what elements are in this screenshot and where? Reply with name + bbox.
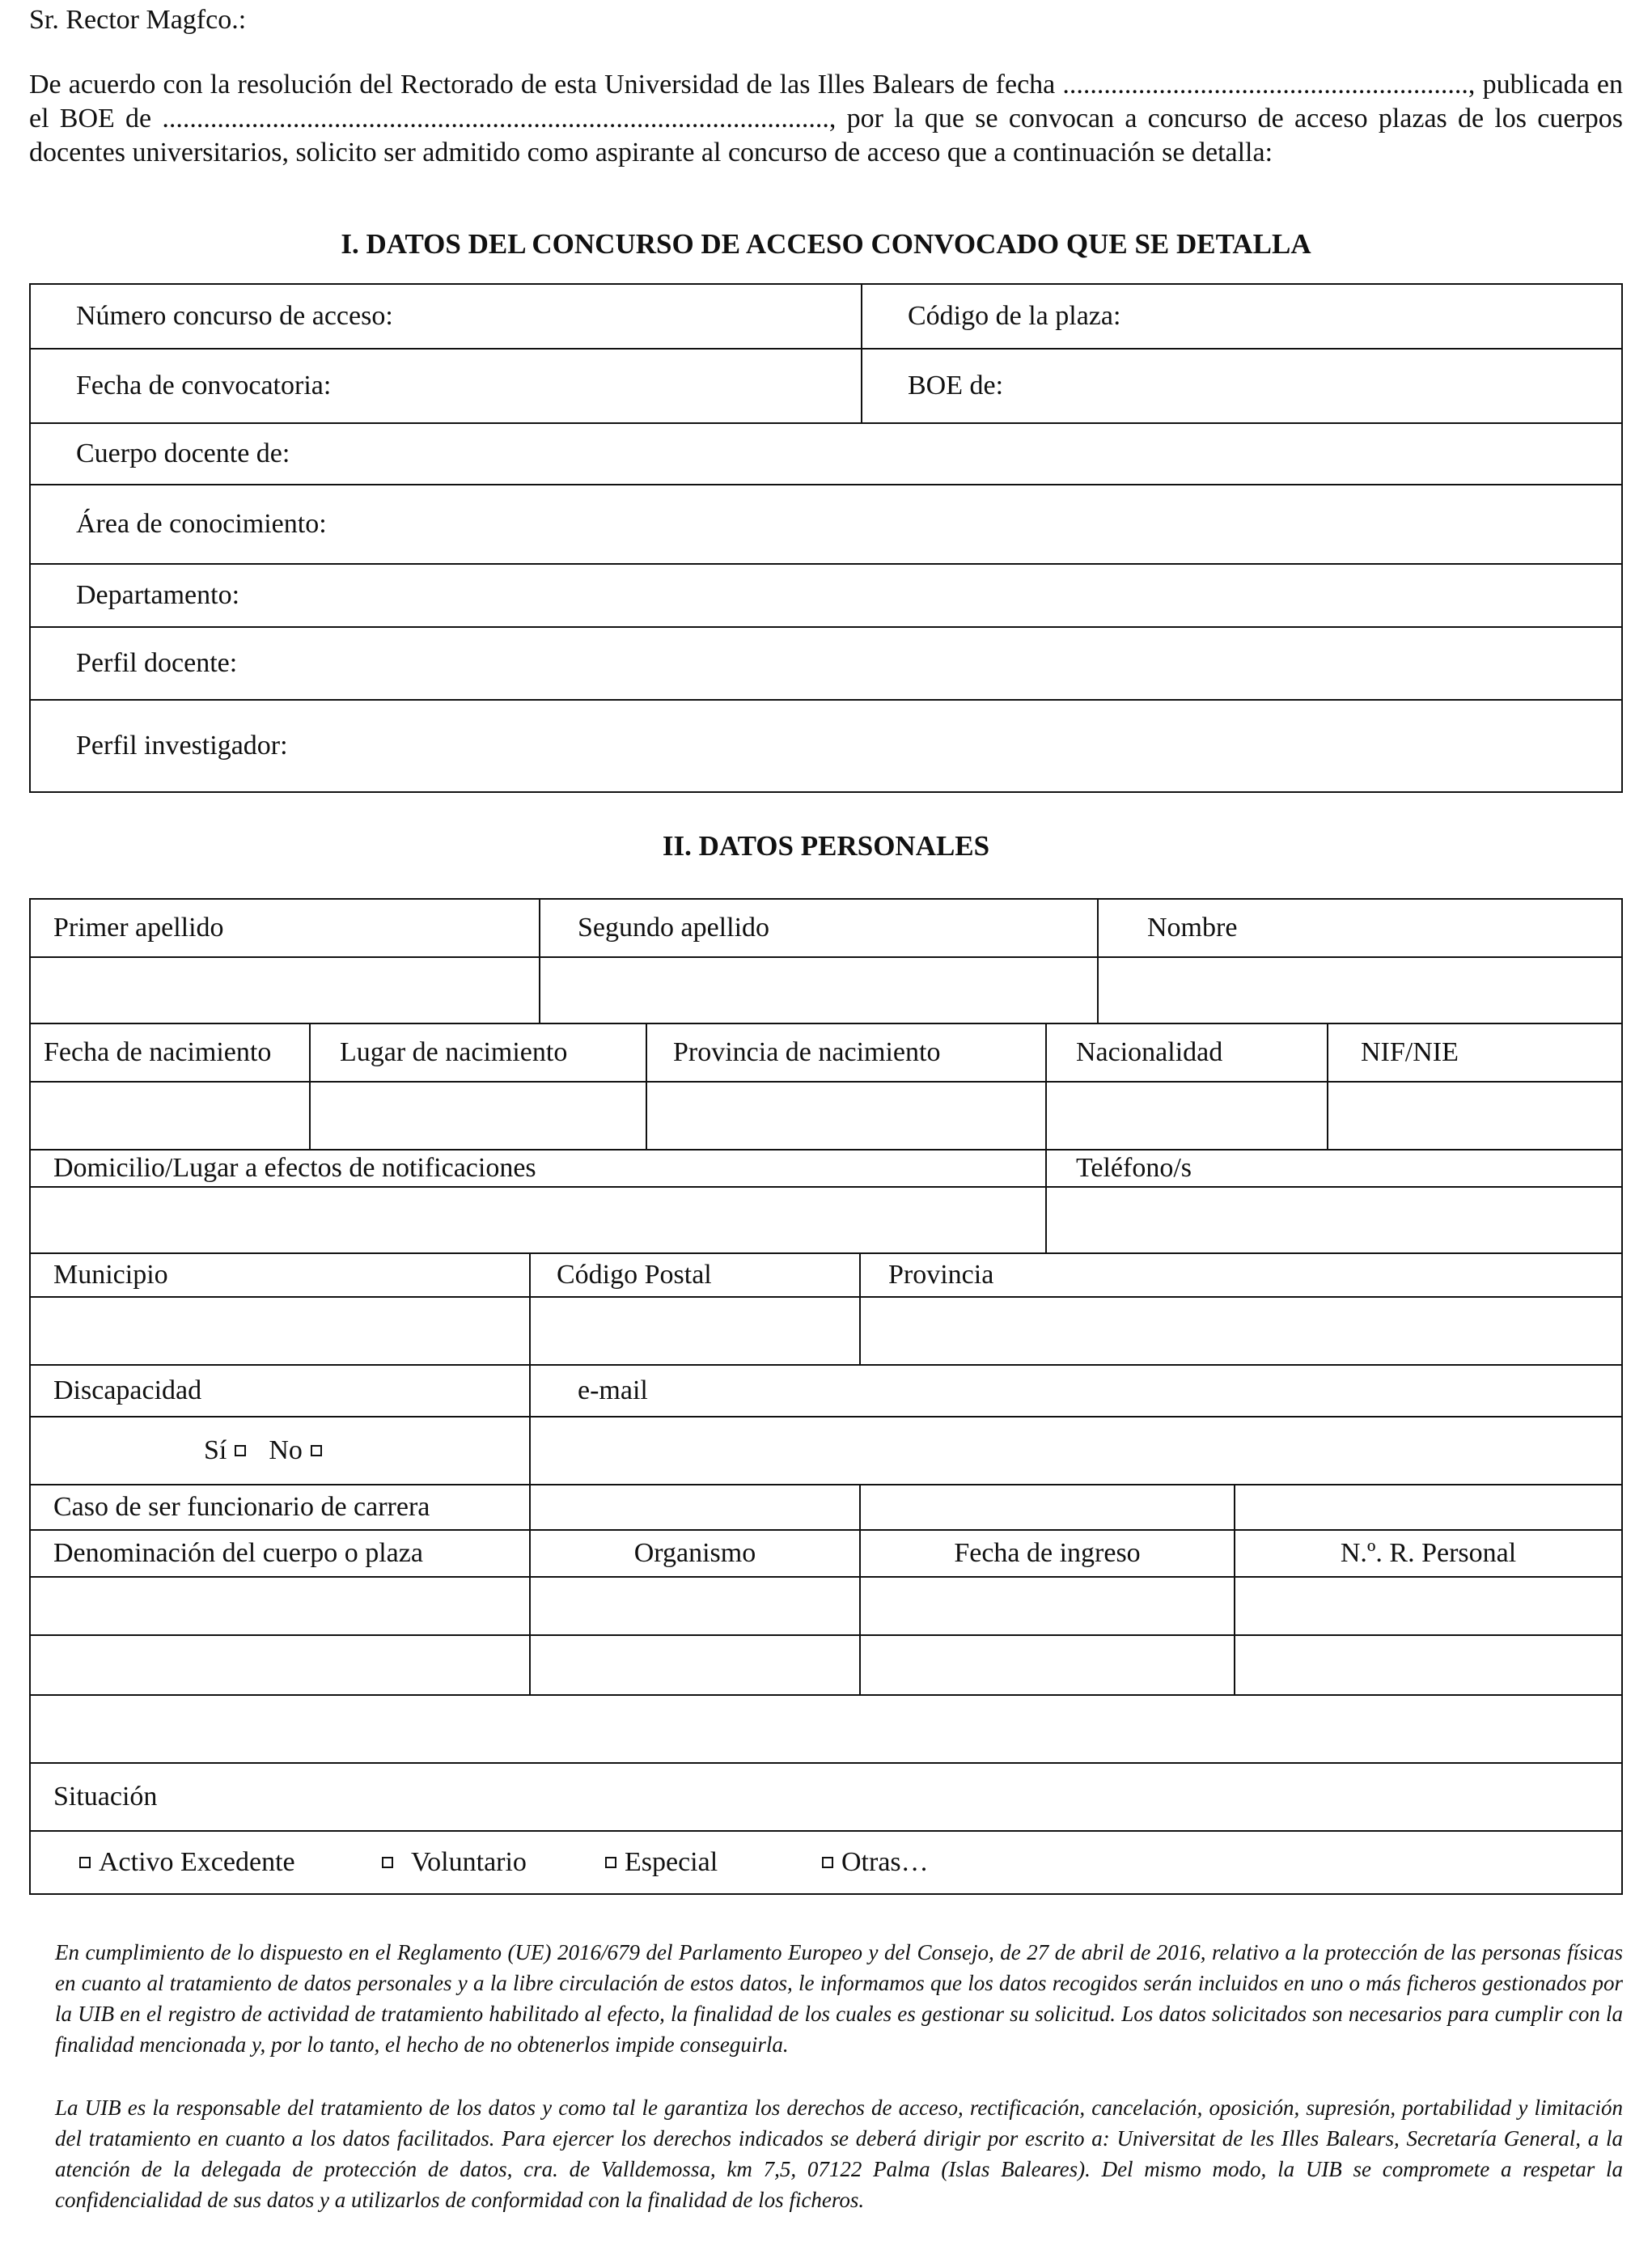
area-conocimiento-field[interactable]: [31, 485, 1621, 563]
municipio-input[interactable]: [31, 1298, 531, 1364]
opt-especial[interactable]: [597, 1832, 718, 1893]
fecha-nacimiento-header: [31, 1024, 311, 1081]
email-header: [531, 1366, 1621, 1416]
cuerpo-docente-label: Cuerpo docente de:: [76, 439, 290, 468]
email-label: e-mail: [578, 1375, 648, 1405]
nombre-input[interactable]: [1099, 958, 1621, 1023]
organismo-input-1[interactable]: [531, 1578, 861, 1634]
fecha-nacimiento-label: Fecha de nacimiento: [44, 1037, 272, 1067]
provincia-input[interactable]: [861, 1298, 1621, 1364]
boe-label: BOE de:: [908, 371, 1004, 400]
nif-input[interactable]: [1328, 1083, 1621, 1149]
nrp-label: N.º. R. Personal: [1340, 1538, 1517, 1568]
numero-concurso-field[interactable]: [31, 285, 862, 348]
nrp-header: [1235, 1531, 1621, 1576]
departamento-field[interactable]: [31, 565, 1621, 626]
segundo-apellido-input[interactable]: [540, 958, 1099, 1023]
municipio-label: Municipio: [53, 1260, 168, 1290]
legal-paragraph-2: La UIB es la responsable del tratamiento de los datos y como tal le garantiza los derechos de acceso, rectificación, cancelación, oposición, supresión, portabilidad y limitación del tratamiento en cuanto a los datos facilitados. Para ejercer los derechos indicados se deberá dirigir por escrito a: Universitat de les Illes Balears, Secretaría General, a la atención de la delegada de protección de datos, cra. de Valldemossa, km 7,5, 07122 Palma (Islas Baleares). Del mismo modo, la UIB se compromete a respetar la confidencialidad de sus datos y a utilizarlos de conformidad con la finalidad de los ficheros.: [55, 2096, 1623, 2212]
section1-title: I. DATOS DEL CONCURSO DE ACCESO CONVOCADO QUE SE DETALLA: [341, 228, 1311, 260]
telefono-label: Teléfono/s: [1076, 1153, 1192, 1183]
provincia-label: Provincia: [888, 1260, 994, 1290]
nrp-input-2[interactable]: [1235, 1636, 1621, 1694]
greeting: Sr. Rector Magfco.:: [29, 5, 247, 35]
perfil-investigador-label: Perfil investigador:: [76, 730, 288, 761]
activo-label: Activo Excedente: [99, 1847, 295, 1877]
fecha-ingreso-label: Fecha de ingreso: [954, 1538, 1141, 1568]
discapacidad-header: [31, 1366, 531, 1416]
nrp-input-1[interactable]: [1235, 1578, 1621, 1634]
funcionario-header: [31, 1485, 531, 1529]
voluntario-checkbox[interactable]: [382, 1857, 393, 1868]
denominacion-header: [31, 1531, 531, 1576]
segundo-apellido-label: Segundo apellido: [578, 913, 770, 943]
discapacidad-label: Discapacidad: [53, 1375, 202, 1405]
extra-blank-row[interactable]: [31, 1696, 1621, 1762]
codigo-postal-label: Código Postal: [557, 1260, 712, 1290]
nif-label: NIF/NIE: [1361, 1037, 1459, 1067]
nif-header: [1328, 1024, 1621, 1081]
voluntario-label: Voluntario: [411, 1847, 527, 1877]
nacionalidad-header: [1047, 1024, 1328, 1081]
lugar-nacimiento-label: Lugar de nacimiento: [340, 1037, 568, 1067]
domicilio-input[interactable]: [31, 1188, 1047, 1252]
codigo-postal-header: [531, 1254, 861, 1296]
fecha-ingreso-input-1[interactable]: [861, 1578, 1235, 1634]
perfil-investigador-field[interactable]: [31, 701, 1621, 790]
legal-paragraph-1: En cumplimiento de lo dispuesto en el Reglamento (UE) 2016/679 del Parlamento Europeo y del Consejo, de 27 de abril de 2016, relativo a la protección de las personas físicas en cuanto al tratamiento de datos personales y a la libre circulación de estos datos, le informamos que los datos recogidos serán incluidos en uno o más ficheros gestionados por la UIB en el registro de actividad de tratamiento habilitado al efecto, la finalidad de los cuales es gestionar su solicitud. Los datos solicitados son necesarios para cumplir con la finalidad mencionada y, por lo tanto, el hecho de no obtenerlos impide conseguirla.: [55, 1940, 1623, 2057]
situacion-header: [31, 1764, 1621, 1830]
section2-title: II. DATOS PERSONALES: [662, 830, 990, 862]
domicilio-header: [31, 1151, 1047, 1186]
otras-checkbox[interactable]: [822, 1857, 833, 1868]
codigo-plaza-label: Código de la plaza:: [908, 301, 1121, 331]
nombre-label: Nombre: [1147, 913, 1238, 943]
funcionario-blank-1: [531, 1485, 861, 1529]
fecha-convocatoria-field[interactable]: [31, 350, 862, 422]
no-checkbox[interactable]: [311, 1445, 322, 1456]
boe-field[interactable]: [862, 350, 1621, 422]
opt-otras[interactable]: [814, 1832, 929, 1893]
cuerpo-docente-field[interactable]: [31, 424, 1621, 484]
fecha-ingreso-header: [861, 1531, 1235, 1576]
especial-label: Especial: [625, 1847, 718, 1877]
denominacion-label: Denominación del cuerpo o plaza: [53, 1538, 423, 1568]
provincia-header: [861, 1254, 1621, 1296]
si-label: Sí: [204, 1435, 227, 1465]
situacion-label: Situación: [53, 1782, 158, 1812]
fecha-ingreso-input-2[interactable]: [861, 1636, 1235, 1694]
especial-checkbox[interactable]: [605, 1857, 616, 1868]
primer-apellido-header: [31, 900, 540, 956]
nacionalidad-input[interactable]: [1047, 1083, 1328, 1149]
intro-paragraph: De acuerdo con la resolución del Rectorado de esta Universidad de las Illes Balears de fecha ..........................................................., publicada en el BOE de ................................................................................................., por la que se convocan a concurso de acceso plazas de los cuerpos docentes universitarios, solicito ser admitido como aspirante al concurso de acceso que a continuación se detalla:: [29, 70, 1623, 167]
funcionario-blank-2: [861, 1485, 1235, 1529]
denominacion-input-1[interactable]: [31, 1578, 531, 1634]
organismo-input-2[interactable]: [531, 1636, 861, 1694]
area-conocimiento-label: Área de conocimiento:: [76, 509, 327, 539]
departamento-label: Departamento:: [76, 580, 240, 610]
telefono-input[interactable]: [1047, 1188, 1621, 1252]
provincia-nacimiento-header: [647, 1024, 1047, 1081]
otras-label: Otras…: [841, 1847, 929, 1877]
nombre-header: [1099, 900, 1621, 956]
domicilio-label: Domicilio/Lugar a efectos de notificaciones: [53, 1153, 536, 1183]
codigo-postal-input[interactable]: [531, 1298, 861, 1364]
telefono-header: [1047, 1151, 1621, 1186]
lugar-nacimiento-header: [311, 1024, 647, 1081]
no-label: No: [269, 1435, 303, 1465]
perfil-docente-field[interactable]: [31, 628, 1621, 699]
si-checkbox[interactable]: [235, 1445, 246, 1456]
perfil-docente-label: Perfil docente:: [76, 648, 238, 678]
primer-apellido-input[interactable]: [31, 958, 540, 1023]
fecha-nacimiento-input[interactable]: [31, 1083, 311, 1149]
lugar-nacimiento-input[interactable]: [311, 1083, 647, 1149]
segundo-apellido-header: [540, 900, 1099, 956]
codigo-plaza-field[interactable]: [862, 285, 1621, 348]
provincia-nacimiento-label: Provincia de nacimiento: [673, 1037, 941, 1067]
primer-apellido-label: Primer apellido: [53, 913, 224, 943]
activo-checkbox[interactable]: [79, 1857, 91, 1868]
provincia-nacimiento-input[interactable]: [647, 1083, 1047, 1149]
funcionario-blank-3: [1235, 1485, 1621, 1529]
email-input[interactable]: [531, 1418, 1621, 1484]
organismo-label: Organismo: [633, 1538, 756, 1568]
nacionalidad-label: Nacionalidad: [1076, 1037, 1223, 1067]
opt-voluntario[interactable]: [374, 1832, 527, 1893]
contest-data-box: [29, 283, 1623, 793]
situacion-options: [31, 1832, 1621, 1893]
opt-activo[interactable]: [71, 1832, 295, 1893]
municipio-header: [31, 1254, 531, 1296]
fecha-convocatoria-label: Fecha de convocatoria:: [76, 371, 332, 400]
denominacion-input-2[interactable]: [31, 1636, 531, 1694]
discapacidad-options: [31, 1418, 531, 1484]
organismo-header: [531, 1531, 861, 1576]
funcionario-label: Caso de ser funcionario de carrera: [53, 1492, 430, 1522]
numero-concurso-label: Número concurso de acceso:: [76, 301, 393, 331]
personal-data-box: [29, 898, 1623, 1895]
